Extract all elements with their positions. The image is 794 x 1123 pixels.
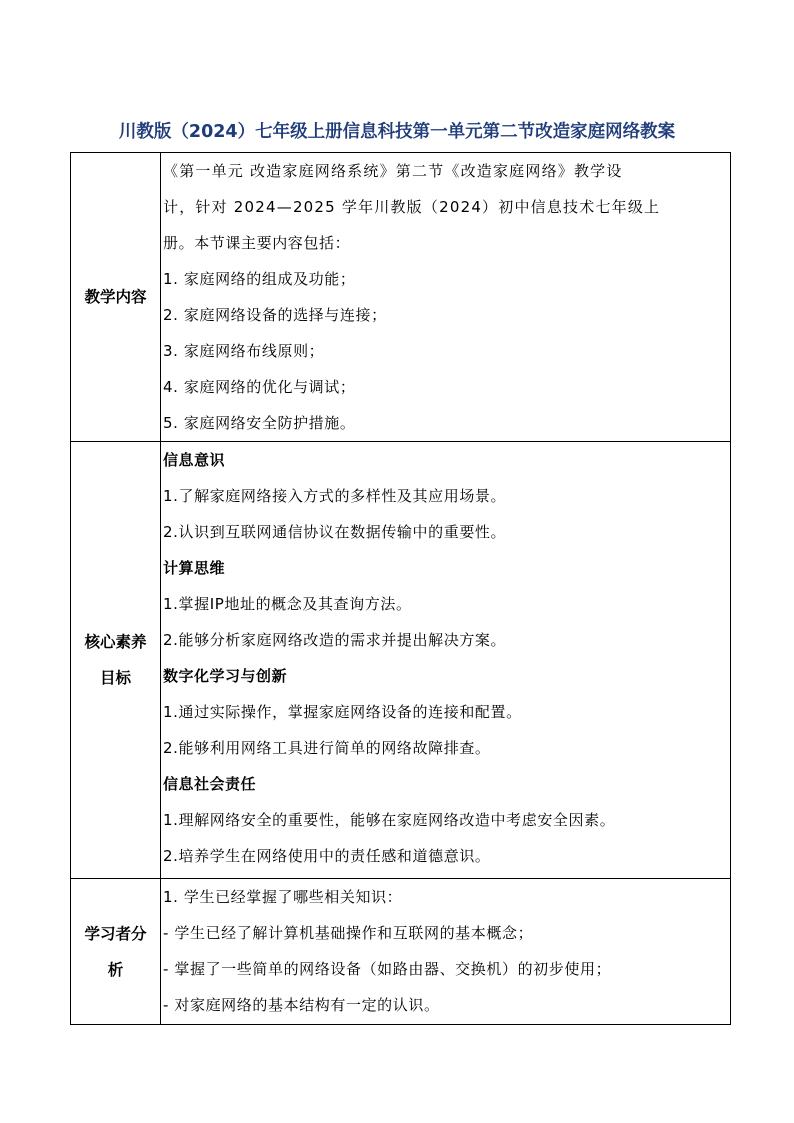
table-row-core-literacy [71,442,731,879]
section-item: 1.理解网络安全的重要性，能够在家庭网络改造中考虑安全因素。 [163,811,616,829]
content-list-item: 5. 家庭网络安全防护措施。 [163,414,356,432]
content-line: 计，针对 2024—2025 学年川教版（2024）初中信息技术七年级上 [163,198,661,216]
content-list-item: 3. 家庭网络布线原则； [163,342,325,360]
section-heading: 信息意识 [163,451,226,469]
content-list-item: 1. 家庭网络的组成及功能； [163,270,356,288]
section-item: 1.掌握IP地址的概念及其查询方法。 [163,595,412,613]
content-line: - 掌握了一些简单的网络设备（如路由器、交换机）的初步使用； [163,960,612,978]
content-line: 1. 学生已经掌握了哪些相关知识： [163,888,403,906]
row-label-text: 核心素养 [84,633,147,651]
section-item: 2.培养学生在网络使用中的责任感和道德意识。 [163,847,491,865]
teaching-content-cell [161,153,731,442]
section-item: 2.能够利用网络工具进行简单的网络故障排查。 [163,739,491,757]
row-label-text: 析 [107,960,124,979]
table-row-teaching-content [71,153,731,442]
section-item: 2.认识到互联网通信协议在数据传输中的重要性。 [163,523,507,541]
section-item: 2.能够分析家庭网络改造的需求并提出解决方案。 [163,631,507,649]
table-row-learner-analysis [71,879,731,1025]
row-label-text: 教学内容 [84,288,147,306]
content-list-item: 4. 家庭网络的优化与调试； [163,378,356,396]
row-label-text: 学习者分 [84,924,147,943]
content-list-item: 2. 家庭网络设备的选择与连接； [163,306,387,324]
row-label-core-literacy [71,442,161,879]
content-line: 《第一单元 改造家庭网络系统》第二节《改造家庭网络》教学设 [163,162,623,180]
section-item: 1.了解家庭网络接入方式的多样性及其应用场景。 [163,487,507,505]
core-literacy-cell [161,442,731,879]
content-line: - 对家庭网络的基本结构有一定的认识。 [163,996,440,1014]
content-line: - 学生已经了解计算机基础操作和互联网的基本概念； [163,924,534,942]
section-heading: 信息社会责任 [163,775,257,793]
section-heading: 计算思维 [163,559,226,577]
row-label-teaching-content [71,153,161,442]
content-line: 册。本节课主要内容包括： [163,234,351,252]
section-item: 1.通过实际操作，掌握家庭网络设备的连接和配置。 [163,703,522,721]
section-heading: 数字化学习与创新 [163,667,288,685]
row-label-text: 目标 [99,669,131,687]
document-title: 川教版（2024）七年级上册信息科技第一单元第二节改造家庭网络教案 [118,122,676,142]
lesson-plan-table [70,152,731,1025]
learner-analysis-cell [161,879,731,1025]
row-label-learner-analysis [71,879,161,1025]
